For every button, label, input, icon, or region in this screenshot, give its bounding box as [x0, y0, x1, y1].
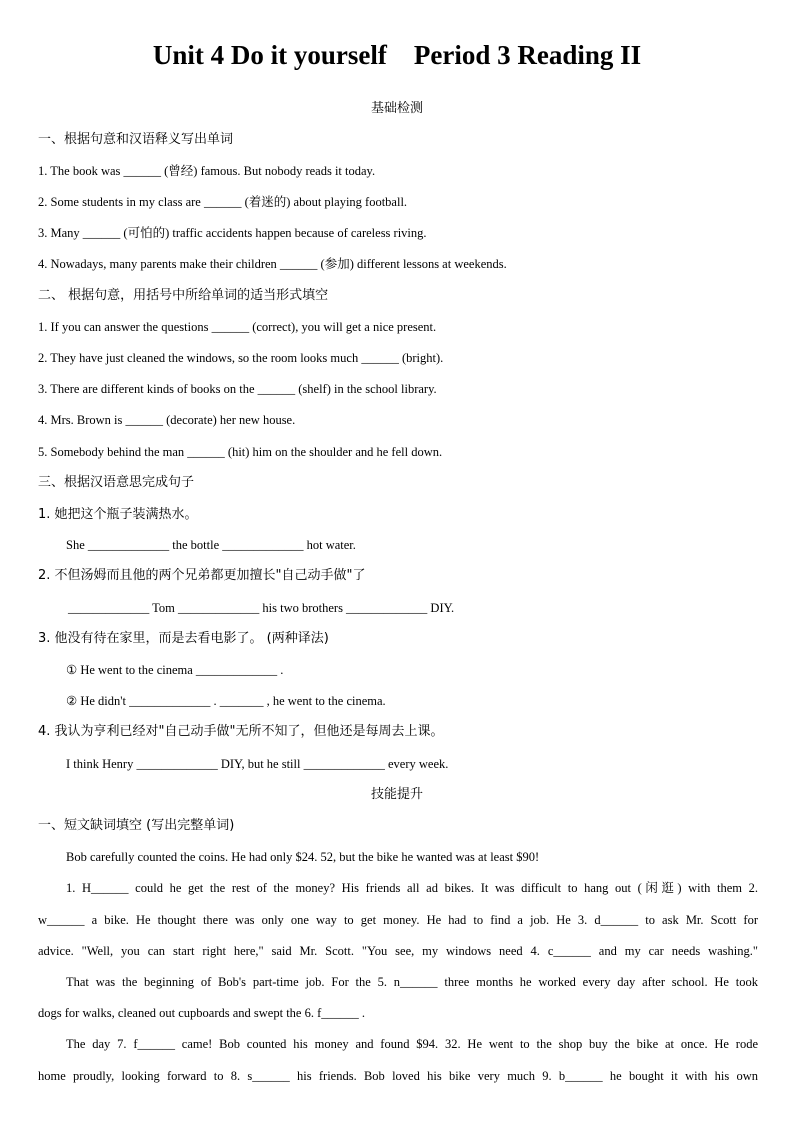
part1-heading: 一、根据句意和汉语释义写出单词: [38, 132, 234, 147]
section-heading-skills: 技能提升: [370, 787, 423, 802]
part3-heading: 三、根据汉语意思完成句子: [38, 475, 195, 490]
part1-item: 3. Many ______ (可怕的) traffic accidents happen because of careless riving.: [38, 226, 427, 240]
passage-line: dogs for walks, cleaned out cupboards and swept the 6. f______ .: [38, 1006, 366, 1020]
page-title: Unit 4 Do it yourself Period 3 Reading II: [152, 40, 642, 70]
part3-answer-line: I think Henry _____________ DIY, but he still _____________ every week.: [66, 757, 449, 771]
part3-question: 1. 她把这个瓶子装满热水。: [38, 507, 198, 522]
part3-answer-line: ① He went to the cinema _____________ .: [66, 663, 284, 677]
part1-item: 4. Nowadays, many parents make their children ______ (参加) different lessons at weekends.: [38, 257, 507, 271]
part1-item: 1. The book was ______ (曾经) famous. But nobody reads it today.: [38, 164, 376, 178]
part3-answer-line: ② He didn't _____________ . _______ , he went to the cinema.: [66, 694, 386, 708]
part2-item: 1. If you can answer the questions ______ (correct), you will get a nice present.: [38, 320, 437, 334]
part3-answer-line: She _____________ the bottle _____________ hot water.: [66, 538, 356, 552]
part3-question: 4. 我认为亨利已经对"自己动手做"无所不知了，但他还是每周去上课。: [38, 724, 444, 739]
part2-item: 3. There are different kinds of books on the ______ (shelf) in the school library.: [38, 382, 437, 396]
part3-answer-line: _____________ Tom _____________ his two brothers _____________ DIY.: [68, 601, 455, 615]
passage-paragraph: Bob carefully counted the coins. He had only $24. 52, but the bike he wanted was at least $90!: [66, 850, 540, 864]
part3-question: 2. 不但汤姆而且他的两个兄弟都更加擅长"自己动手做"了: [38, 568, 366, 583]
passage-line: The day 7. f______ came! Bob counted his money and found $94. 32. He went to the shop buy the bike at once. He rode: [66, 1037, 758, 1051]
passage-line: home proudly, looking forward to 8. s______ his friends. Bob loved his bike very much 9. b______ he bought it with his own: [38, 1069, 758, 1083]
part2-item: 5. Somebody behind the man ______ (hit) him on the shoulder and he fell down.: [38, 445, 443, 459]
section-heading-basic: 基础检测: [370, 101, 423, 116]
part2-heading: 二、 根据句意，用括号中所给单词的适当形式填空: [38, 288, 329, 303]
passage-line: advice. "Well, you can start right here," said Mr. Scott. "You see, my windows need 4. c______ and my car needs washing.": [38, 944, 758, 958]
part1-item: 2. Some students in my class are ______ (着迷的) about playing football.: [38, 195, 408, 209]
part2-item: 4. Mrs. Brown is ______ (decorate) her new house.: [38, 413, 296, 427]
part2-item: 2. They have just cleaned the windows, so the room looks much ______ (bright).: [38, 351, 444, 365]
part3-question: 3. 他没有待在家里，而是去看电影了。 (两种译法): [38, 631, 329, 646]
passage-line: w______ a bike. He thought there was only one way to get money. He had to find a job. He 3. d______ to ask Mr. Scott for: [38, 913, 758, 927]
part4-heading: 一、短文缺词填空 (写出完整单词): [38, 818, 235, 833]
passage-line: That was the beginning of Bob's part-time job. For the 5. n______ three months he worked every day after school. He took: [66, 975, 758, 989]
passage-line: 1. H______ could he get the rest of the money? His friends all ad bikes. It was difficult to hang out (闲逛) with them 2.: [66, 881, 758, 895]
